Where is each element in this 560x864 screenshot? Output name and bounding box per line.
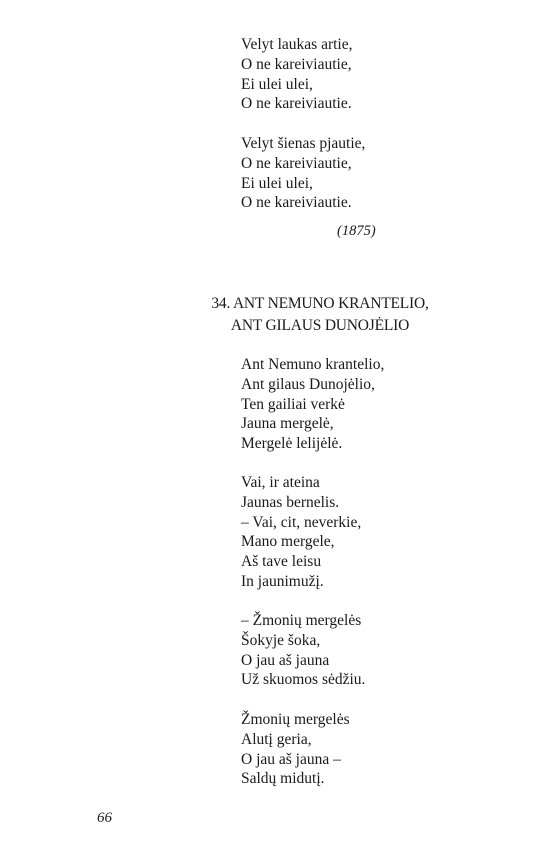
- verse-line: Velyt laukas artie,: [241, 36, 353, 53]
- verse-line: Saldų midutį.: [241, 770, 325, 788]
- poem-title-line-2: ANT GILAUS DUNOJĖLIO: [230, 317, 410, 334]
- verse-line: – Vai, cit, neverkie,: [241, 513, 362, 531]
- poem-33-stanza-1: [241, 35, 352, 114]
- verse-line: Vai, ir ateina: [241, 474, 320, 491]
- verse-line: Šokyje šoka,: [241, 631, 321, 649]
- verse-line: Už skuomos sėdžiu.: [241, 671, 366, 689]
- verse-line: O ne kareiviautie.: [241, 95, 352, 113]
- poem-34-stanza-4: [241, 710, 350, 789]
- verse-line: O ne kareiviautie.: [241, 194, 352, 212]
- verse-line: Alutį geria,: [241, 730, 312, 748]
- verse-line: O jau aš jauna –: [241, 750, 341, 768]
- verse-line: O jau aš jauna: [241, 651, 330, 669]
- poem-34-stanza-3: [241, 611, 365, 690]
- verse-line: Ten gailiai verkė: [241, 395, 345, 413]
- verse-line: Ei ulei ulei,: [241, 75, 313, 93]
- verse-line: Mergelė lelijėlė.: [241, 435, 343, 453]
- poem-title-line-1: 34. ANT NEMUNO KRANTELIO,: [211, 295, 429, 312]
- verse-line: – Žmonių mergelės: [241, 612, 362, 629]
- verse-line: O ne kareiviautie,: [241, 55, 352, 73]
- verse-line: Velyt šienas pjautie,: [241, 135, 366, 152]
- poem-date: (1875): [337, 223, 376, 239]
- verse-line: Žmonių mergelės: [241, 711, 350, 728]
- verse-line: Ant Nemuno krantelio,: [241, 356, 385, 373]
- poem-34-stanza-1: [241, 355, 384, 454]
- poem-33-stanza-2: [241, 134, 365, 213]
- verse-line: Aš tave leisu: [241, 553, 322, 571]
- page-number: 66: [97, 810, 112, 826]
- verse-line: O ne kareiviautie,: [241, 154, 352, 172]
- verse-line: Mano mergele,: [241, 533, 335, 551]
- verse-line: Ant gilaus Dunojėlio,: [241, 375, 375, 393]
- verse-line: Jauna mergelė,: [241, 415, 334, 433]
- poem-34-stanza-2: [241, 473, 361, 592]
- verse-line: Jaunas bernelis.: [241, 493, 340, 511]
- verse-line: Ei ulei ulei,: [241, 174, 313, 192]
- verse-line: In jaunimužį.: [241, 572, 324, 590]
